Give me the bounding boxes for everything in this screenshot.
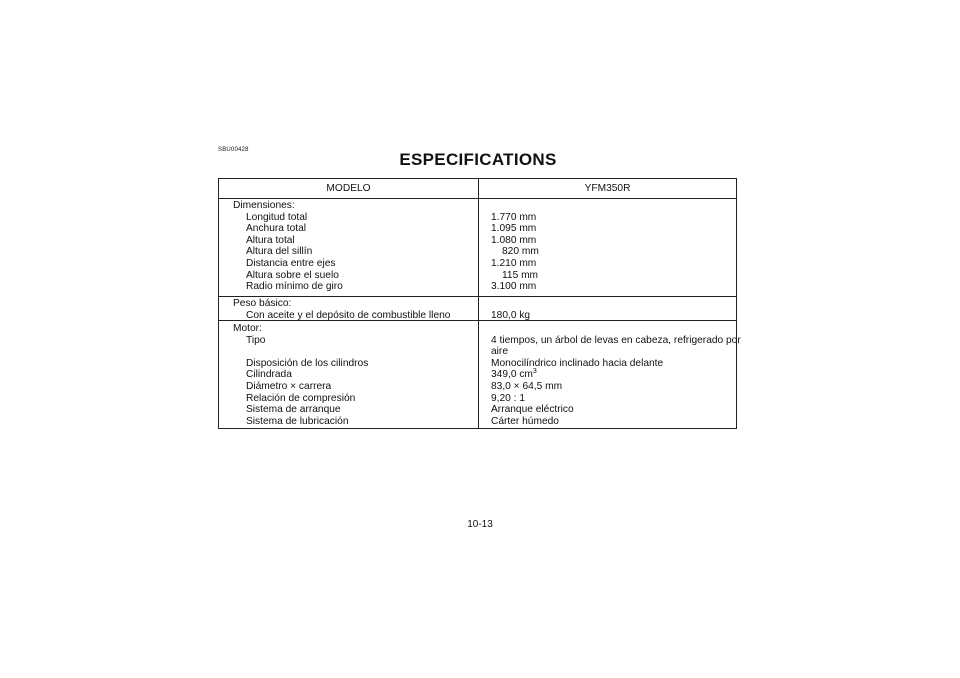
label-bore-stroke: Diámetro × carrera bbox=[246, 380, 332, 392]
label-ground-clearance: Altura sobre el suelo bbox=[246, 269, 339, 281]
displacement-unit-exponent: 3 bbox=[532, 368, 537, 376]
value-weight-with-oil-fuel: 180,0 kg bbox=[491, 309, 531, 321]
value-displacement: 349,0 cm bbox=[491, 369, 533, 381]
label-seat-height: Altura del sillín bbox=[246, 246, 313, 258]
value-engine-type-line2: aire bbox=[491, 346, 508, 358]
page-title: ESPECIFICATIONS bbox=[399, 150, 557, 169]
value-bore-stroke: 83,0 × 64,5 mm bbox=[491, 380, 563, 392]
value-overall-width: 1.095 mm bbox=[491, 223, 537, 235]
value-starting-system: Arranque eléctrico bbox=[491, 404, 574, 416]
weight-heading: Peso básico: bbox=[233, 298, 292, 309]
label-cylinder-arrangement: Disposición de los cilindros bbox=[246, 357, 369, 369]
label-lubrication-system: Sistema de lubricación bbox=[246, 415, 349, 427]
page-number: 10-13 bbox=[467, 519, 493, 530]
dimensions-heading: Dimensiones: bbox=[233, 200, 295, 211]
label-overall-width: Anchura total bbox=[246, 223, 307, 235]
value-turning-radius: 3.100 mm bbox=[491, 281, 537, 293]
value-wheelbase: 1.210 mm bbox=[491, 257, 537, 269]
label-starting-system: Sistema de arranque bbox=[246, 404, 341, 416]
spec-table bbox=[218, 178, 741, 429]
section-divider-weight bbox=[219, 296, 736, 297]
header-divider bbox=[219, 198, 736, 199]
value-overall-length: 1.770 mm bbox=[491, 211, 537, 223]
value-cylinder-arrangement: Monocilíndrico inclinado hacia delante bbox=[491, 357, 664, 369]
label-overall-length: Longitud total bbox=[246, 211, 308, 223]
label-turning-radius: Radio mínimo de giro bbox=[246, 281, 343, 293]
label-weight-with-oil-fuel: Con aceite y el depósito de combustible lleno bbox=[246, 309, 451, 321]
engine-heading: Motor: bbox=[233, 323, 262, 334]
value-compression-ratio: 9,20 : 1 bbox=[491, 392, 525, 404]
header-model-label: MODELO bbox=[326, 183, 371, 194]
document-code: SBU00428 bbox=[218, 147, 249, 153]
label-wheelbase: Distancia entre ejes bbox=[246, 257, 336, 269]
value-seat-height: 820 mm bbox=[502, 246, 539, 258]
label-engine-type: Tipo bbox=[246, 334, 266, 346]
value-engine-type-line1: 4 tiempos, un árbol de levas en cabeza, refrigerado por bbox=[491, 334, 741, 346]
label-compression-ratio: Relación de compresión bbox=[246, 392, 356, 404]
label-overall-height: Altura total bbox=[246, 234, 295, 246]
label-displacement: Cilindrada bbox=[246, 369, 292, 381]
column-divider bbox=[478, 179, 479, 428]
header-model-value: YFM350R bbox=[584, 183, 631, 194]
value-ground-clearance: 115 mm bbox=[502, 269, 539, 281]
value-overall-height: 1.080 mm bbox=[491, 234, 537, 246]
value-lubrication-system: Cárter húmedo bbox=[491, 415, 559, 427]
